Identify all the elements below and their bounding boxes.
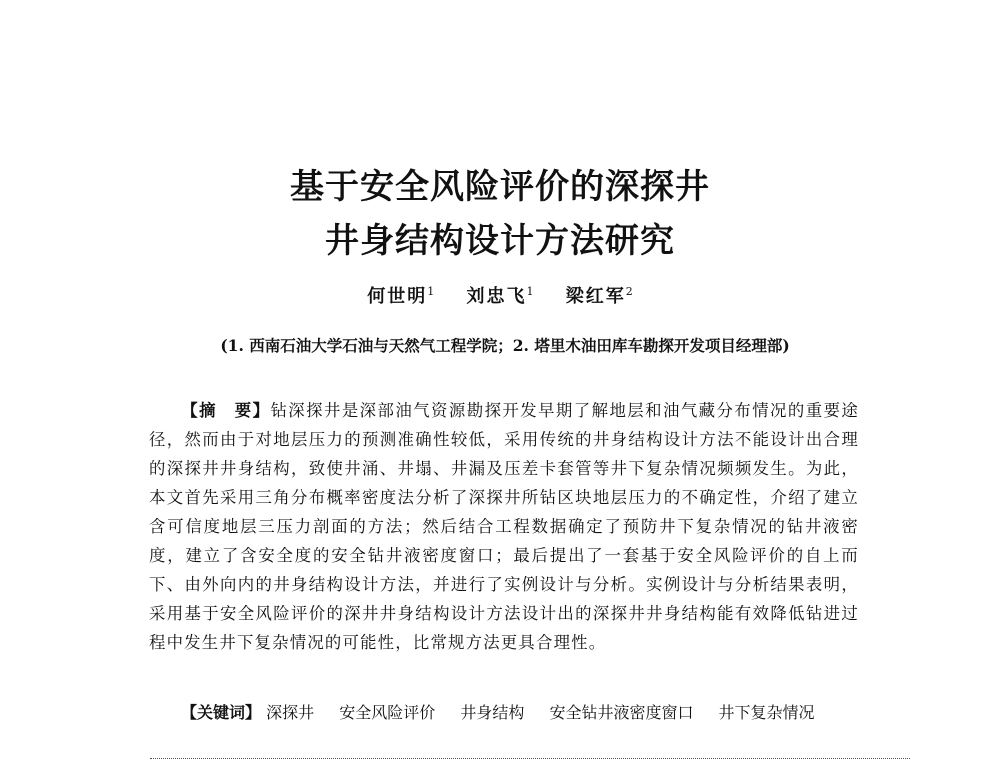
title-line-2: 井身结构设计方法研究 [325, 221, 675, 261]
keyword: 深探井 [266, 703, 315, 722]
author-name: 梁红军 [565, 286, 626, 307]
author-name: 刘忠飞 [466, 286, 527, 307]
abstract-text: 钻深探井是深部油气资源勘探开发早期了解地层和油气藏分布情况的重要途径，然而由于对地层压力的预测准确性较低，采用传统的井身结构设计方法不能设计出合理的深探井井身结构，致使井涌、井塌、井漏及压差卡套管等井下复杂情况频频发生。为此，本文首先采用三角分布概率密度法分析了深探井所钻区块地层压力的不确定性，介绍了建立含可信度地层三压力剖面的方法；然后结合工程数据确定了预防井下复杂情况的钻井液密度，建立了含安全度的安全钻井液密度窗口；最后提出了一套基于安全风险评价的自上而下、由外向内的井身结构设计方法，并进行了实例设计与分析。实例设计与分析结果表明，采用基于安全风险评价的深井井身结构设计方法设计出的深探井井身结构能有效降低钻进过程中发生井下复杂情况的可能性，比常规方法更具合理性。 [149, 401, 859, 652]
author [467, 286, 534, 307]
affiliation: (1. 西南石油大学石油与天然气工程学院；2. 塔里木油田库车勘探开发项目经理部) [220, 336, 790, 355]
keywords [181, 700, 870, 723]
cut-off-text-line [150, 752, 910, 766]
abstract-label: 【摘 要】 [181, 401, 271, 420]
title-line-1: 基于安全风险评价的深探井 [290, 167, 710, 207]
keyword: 安全风险评价 [339, 703, 436, 722]
keyword: 井身结构 [460, 703, 525, 722]
keyword: 安全钻井液密度窗口 [549, 703, 694, 722]
author-affil-mark: 1 [427, 285, 435, 298]
author-name: 何世明 [367, 286, 428, 307]
keywords-label: 【关键词】 [181, 703, 262, 722]
abstract [149, 396, 859, 657]
author-affil-mark: 1 [526, 285, 534, 298]
author-list [0, 282, 1000, 308]
author [367, 286, 434, 307]
keyword: 井下复杂情况 [718, 703, 815, 722]
author-affil-mark: 2 [625, 285, 633, 298]
paper-title [0, 160, 1000, 268]
author [566, 286, 633, 307]
